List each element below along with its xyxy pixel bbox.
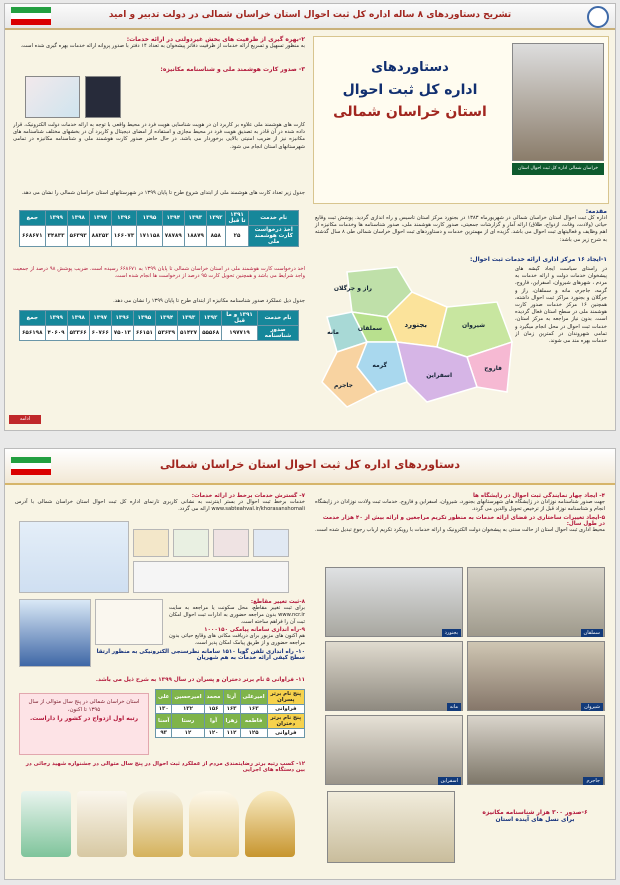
- office-photo-1: [467, 567, 605, 637]
- map-label-raz: راز و جرگلان: [333, 285, 372, 292]
- certificate-table-header: [20, 311, 299, 326]
- item2-text: به منظور تسهیل و تسریع ارائه خدمات از ظرفیت دفاتر پیشخوان به تعداد ۱۴ دفتر با صدور پروانه ارائه خدمات بهره گیری شده است.: [20, 43, 305, 49]
- t1-cell-0: ۲۵: [225, 226, 249, 247]
- continue-button[interactable]: ادامه: [9, 415, 41, 424]
- marriage-rank-text: استان خراسان شمالی در پنج سال متوالی از سال ۱۳۹۵ تا اکنون،: [28, 699, 140, 713]
- item1-text: در راستای سیاست ایجاد گیشه های پیشخوان خدمات دولت و ارائه خدمات به مردم ، شهرهای شیروان، اسفراین، فاروج، گرمه، جاجرم، مانه و سملقان، راز و جرگلان و بجنورد مراکز ثبت احوال داشته، همچنین ۱۶ مرکز خدمات صدور کارت هوشمند ملی در سطح استان فعال گردیده است. بدون نیاز مراجعه به مرکز استان، خدمات ثبت احوال در محل انجام میگیرد و تمامی شهروندان در کمترین زمان از خدمات بهره مند می شوند.: [515, 266, 607, 345]
- map-label-faruj: فاروج: [484, 365, 502, 372]
- t2-header-3: ۱۳۹۳: [177, 311, 199, 326]
- boy-name-4: امیرحسین: [172, 690, 204, 705]
- s4-heading: ۴- ایجاد چهار نمایندگی ثبت احوال در زایشگاه ها: [472, 493, 605, 499]
- t1-cell-3: ۷۸۷۸۹: [162, 226, 184, 247]
- award-trophy-1: [133, 791, 183, 857]
- t2-cell-6: ۶۰۷۶۶: [89, 326, 111, 341]
- cover-title-line-1: دستاوردهای: [371, 60, 449, 75]
- girl-name-1: فاطمه: [240, 714, 267, 729]
- girl-count-1: ۱۲۵: [240, 729, 267, 738]
- boy-name-1: امیرعلی: [240, 690, 267, 705]
- photo-caption-3: شیروان: [581, 703, 603, 711]
- service-card-3: [213, 529, 249, 557]
- t1-cell-1: ۸۵۸: [206, 226, 225, 247]
- page1-header: [5, 4, 615, 30]
- boy-count-4: ۱۳۲: [172, 705, 204, 714]
- s10-heading: ۱۰- راه اندازی تلفن گویا ۱۵۱۰ سامانه نظرسنجی الکترونیکی به منظور ارتقا سطح کیفی ارائه خدمات به هم شهریان: [96, 649, 305, 661]
- boy-count-3: ۱۵۶: [204, 705, 223, 714]
- office-photo-3: [467, 641, 605, 711]
- s4-text: جهت صدور شناسنامه نوزادان در زایشگاه های شهرستانهای بجنورد، شیروان، اسفراین و فاروج. خدمات ثبت ولادت نوزادان در زایشگاه انجام و شناسنامه نوزاد قبل از ترخیص تحویل والدین می گردد.: [315, 499, 605, 513]
- iran-flag-icon: [11, 7, 51, 25]
- s9-text: هم اکنون های مزبور برای دریافت مکانی های وقایع حیاتی بدون مراجعه حضوری و از طریق پیامک امکان پذیر است.: [169, 632, 305, 646]
- t1-row-label: اخذ درخواست کارت هوشمند ملی: [249, 226, 299, 247]
- s12-heading: ۱۲- کسب رتبه برتر رضایتمندی مردم از عملکرد ثبت احوال در پنج سال متوالی در جشنواره شهید رجائی در بین دستگاه های اجرایی: [25, 761, 305, 773]
- certificate-samples-image: [327, 791, 455, 863]
- leader-portrait-image: [512, 43, 604, 161]
- boys-count-row: [156, 705, 305, 714]
- cover-panel: [313, 36, 609, 204]
- t2-cell-1: ۵۵۵۶۸: [200, 326, 222, 341]
- intro-section: [315, 208, 607, 244]
- service-card-2: [173, 529, 209, 557]
- map-label-esfarayen: اسفراین: [426, 372, 452, 379]
- s4-section: [315, 493, 605, 535]
- t1-header-9: ۱۳۹۹: [45, 211, 67, 226]
- t1-cell-8: ۳۴۸۳۳: [45, 226, 67, 247]
- mobile-sms-image: [19, 599, 91, 667]
- registration-emblem-icon: [587, 6, 609, 28]
- s6-heading: ۶-صدور ۳۰۰ هزار شناسنامه مکانیزه: [482, 809, 588, 816]
- t1-header-5: ۱۳۹۵: [137, 211, 163, 226]
- birth-certificate-image: [85, 76, 121, 118]
- t2-row-label: صدور شناسنامه: [257, 326, 298, 341]
- certificate-table: [19, 310, 299, 341]
- t2-header-8: ۱۳۹۸: [67, 311, 89, 326]
- photo-caption-2: بجنورد: [442, 629, 461, 637]
- service-icons-strip: [133, 561, 289, 593]
- s11-heading: ۱۱- فراوانی ۵ نام برتر دختران و پسران در سال ۱۳۹۹ به شرح ذیل می باشد.: [95, 677, 305, 683]
- t2-header-5: ۱۳۹۵: [133, 311, 155, 326]
- girls-count-label: فراوانی: [267, 729, 304, 738]
- t1-header-3: ۱۳۹۳: [184, 211, 206, 226]
- t2-header-0: نام خدمت: [257, 311, 298, 326]
- marriage-rank-box: [19, 693, 149, 755]
- map-label-garmeh: گرمه: [372, 362, 387, 369]
- item3-heading: ۳- صدور کارت هوشمند ملی و شناسنامه مکانیزه:: [160, 66, 305, 73]
- intro-text: اداره کل ثبت احوال استان خراسان شمالی در شهریورماه ۱۳۸۳ در بجنورد مرکز استان تاسیس و راه اندازی گردید. پوشش ثبت وقایع حیاتی (ولادت، وفات، ازدواج، طلاق) ارائه آمار و گزارشات جمعیتی، صدور کارت هوشمند ملی، صدور شناسنامه ها وخدمات مکانیزه از اهم وظایف و فعالیتهای ثبت احوال می باشد. گزیده ای از مهمترین خدمات و دستاوردهای ثبت احوال خراسان شمالی طی ۸ سال گذشته به شرح زیر می باشد:: [315, 215, 607, 243]
- smart-card-table-row: [20, 226, 299, 247]
- page-1: [4, 3, 616, 431]
- item3-text: کارت های هوشمند ملی علاوه بر کاربرد آن در هویت شناسایی هویت فرد در محیط واقعی با توجه به ارائه خدمات دولت الکترونیک، قرار داده شده در آن قادر به تصدیق هویت فرد در محیط مجازی و استفاده از امضای دیجیتال و کاربرد آن در بخشهای مختلف شناسنامه های مکانیزه نیز از ضریب امنیتی بالایی برخوردار می باشد. در حال حاضر صدور کارت هوشمند ملی و شناسنامه مکانیزه در تمامی شهرستانهای استان انجام می شود.: [13, 122, 305, 150]
- smart-card-table: [19, 210, 299, 247]
- item1-heading: ۱-ایجاد ۱۶ مرکز اداری ارائه خدمات ثبت احوال:: [470, 256, 607, 263]
- t2-cell-4: ۶۶۱۵۱: [133, 326, 155, 341]
- north-khorasan-map: [317, 262, 517, 412]
- office-photo-5: [467, 715, 605, 785]
- cover-title-line-2: اداره کل ثبت احوال: [342, 82, 478, 98]
- boy-count-2: ۱۶۳: [223, 705, 240, 714]
- t2-header-7: ۱۳۹۷: [89, 311, 111, 326]
- t1-cell-2: ۱۸۸۷۹: [184, 226, 206, 247]
- t2-cell-7: ۵۲۳۶۶: [67, 326, 89, 341]
- boy-count-5: ۱۳۰: [156, 705, 172, 714]
- map-label-shirvan: شیروان: [462, 322, 485, 329]
- t2-cell-5: ۷۵۰۱۳: [111, 326, 133, 341]
- office-photo-6: [325, 715, 463, 785]
- boy-name-3: محمد: [204, 690, 223, 705]
- marriage-rank-highlight: رتبه اول ازدواج در کشور را داراست.: [29, 715, 139, 722]
- girl-count-4: ۱۲: [172, 729, 204, 738]
- t1-cell-4: ۱۷۱۱۵۸: [137, 226, 163, 247]
- item2-heading: ۲-بهره گیری از ظرفیت های بخش غیردولتی در ارائه خدمات:: [126, 36, 305, 43]
- boy-count-1: ۱۶۳: [240, 705, 267, 714]
- s8-text: برای ثبت تغییر مقاطع، محل سکونت یا مراجعه به سایت www.ncr.ir بدون مراجعه حضوری به ادارات ثبت احوال امکان ثبت آن را فراهم ساخته است.: [169, 605, 305, 626]
- s6-text: برای نسل های آینده استان: [495, 816, 575, 823]
- cover-title: [322, 57, 498, 123]
- table1-note: اخذ درخواست کارت هوشمند ملی در استان خراسان شمالی تا پایان ۱۳۹۹ به ۶۶۸۶۷۱ رسیده است. ضریب پوشش ۹۸ درصد از جمعیت واجد شرایط می باشد و همچنین تحویل کارت ۹۵ درصد از درخواست ها انجام شده است.: [13, 266, 305, 280]
- iran-flag-icon-2: [11, 457, 51, 475]
- page1-header-title: تشریح دستاوردهای ۸ ساله اداره کل ثبت احوال استان خراسان شمالی در دولت تدبیر و امید: [108, 10, 512, 20]
- intro-heading: مقدمه:: [585, 208, 607, 215]
- t2-header-9: ۱۳۹۹: [45, 311, 67, 326]
- item3-text2: جدول زیر تعداد کارت های هوشمند ملی از ابتدای شروع طرح تا پایان ۱۳۹۹ در شهرستانهای استان خراسان شمالی را نشان می دهد.: [21, 190, 305, 196]
- s8-section: [169, 599, 305, 647]
- phone-ivr-image: [95, 599, 163, 645]
- photo-caption-1: سملقان: [581, 629, 603, 637]
- t2-header-4: ۱۳۹۴: [155, 311, 177, 326]
- t2-header-1: ۱۳۹۱ و ما قبل: [222, 311, 258, 326]
- t2-header-10: جمع: [20, 311, 46, 326]
- t1-header-8: ۱۳۹۸: [67, 211, 89, 226]
- t2-cell-9: ۶۵۶۱۹۸: [20, 326, 46, 341]
- t1-header-0: نام خدمت: [249, 211, 299, 226]
- certificate-table-row: [20, 326, 299, 341]
- online-services-screenshot: [19, 521, 129, 593]
- boys-count-label: فراوانی: [267, 705, 304, 714]
- map-label-bojnurd: بجنورد: [404, 321, 427, 329]
- boys-label: پنج نام برتر پسران: [267, 690, 304, 705]
- office-photo-2: [325, 567, 463, 637]
- girls-names-row: [156, 714, 305, 729]
- t2-cell-0: ۱۹۷۷۱۹: [222, 326, 258, 341]
- leader-caption: خراسان شمالی اداره کل ثبت احوال استان: [512, 163, 604, 175]
- award-trophy-2: [189, 791, 239, 857]
- t2-cell-2: ۵۱۴۲۷: [177, 326, 199, 341]
- top-names-table: [155, 689, 305, 738]
- office-photo-4: [325, 641, 463, 711]
- girl-name-3: آوا: [204, 714, 223, 729]
- award-trophy-3: [245, 791, 295, 857]
- s8-heading: ۸-ثبت تغییر مقاطع:: [250, 599, 305, 605]
- girl-count-2: ۱۱۲: [223, 729, 240, 738]
- photo-caption-4: مانه: [447, 703, 461, 711]
- s7-section: [15, 493, 305, 513]
- t2-cell-8: ۴۰۶۰۹: [45, 326, 67, 341]
- boys-names-row: [156, 690, 305, 705]
- girl-name-5: آسنا: [156, 714, 172, 729]
- girl-name-2: زهرا: [223, 714, 240, 729]
- girl-count-3: ۱۲۰: [204, 729, 223, 738]
- boy-name-2: آرتا: [223, 690, 240, 705]
- page2-header: [5, 449, 615, 485]
- photo-caption-6: اسفراین: [438, 777, 461, 785]
- girls-count-row: [156, 729, 305, 738]
- t1-cell-6: ۸۸۲۵۲: [89, 226, 111, 247]
- t1-header-7: ۱۳۹۷: [89, 211, 111, 226]
- service-card-1: [133, 529, 169, 557]
- t2-header-2: ۱۳۹۲: [200, 311, 222, 326]
- smart-card-image: [25, 76, 80, 118]
- t1-header-10: جمع: [20, 211, 46, 226]
- girl-name-4: رستا: [172, 714, 204, 729]
- map-label-samalqan: سملقان: [357, 325, 382, 332]
- s5-heading: ۵-ایجاد تغییرات ساختاری در فضای ارائه خدمات به منظور تکریم مراجعین و ارائه بیش از ۴۰ هزار خدمت در طول سال:: [322, 515, 605, 528]
- award-plaque-1: [21, 791, 71, 857]
- s7-heading: ۷- گسترش خدمات برخط در ارائه خدمات:: [191, 493, 305, 499]
- s5-text: محیط اداری ثبت احوال استان از حالت سنتی به پیشخوان دولت الکترونیک و ارائه خدمات با رویکرد تکریم ارباب رجوع تبدیل شده است.: [315, 527, 605, 534]
- table2-intro: جدول ذیل عملکرد صدور شناسنامه مکانیزه از ابتدای طرح تا پایان ۱۳۹۹ را نشان می دهد.: [113, 298, 305, 304]
- cover-title-line-3: استان خراسان شمالی: [333, 104, 487, 120]
- t1-cell-5: ۱۶۶۰۷۳: [111, 226, 137, 247]
- t1-header-1: ۱۳۹۱ تا قبل: [225, 211, 249, 226]
- item2-section: [13, 36, 305, 50]
- s7-text: خدمات برخط ثبت احوال در بستر اینترنت به نشانی کاربری تارنمای اداره کل ثبت احوال استان خراسان شمالی با آدرس www.sabteahval.ir/khorasanshomali ارائه می گردد.: [15, 499, 305, 513]
- t1-header-2: ۱۳۹۲: [206, 211, 225, 226]
- boy-name-5: علی: [156, 690, 172, 705]
- s9-heading: ۹-راه اندازی سامانه پیامکی ۱۰۰۰۱۵۰: [204, 626, 305, 633]
- map-label-jajarm: جاجرم: [333, 382, 353, 389]
- t1-cell-9: ۶۶۸۶۷۱: [20, 226, 46, 247]
- smart-card-table-header: [20, 211, 299, 226]
- s6-section: [465, 809, 605, 823]
- map-label-maneh: مانه: [327, 329, 339, 336]
- t1-header-4: ۱۳۹۴: [162, 211, 184, 226]
- page2-header-title: دستاوردهای اداره کل ثبت احوال استان خراسان شمالی: [159, 458, 460, 471]
- girls-label: پنج نام برتر دختران: [267, 714, 304, 729]
- t1-header-6: ۱۳۹۶: [111, 211, 137, 226]
- award-plaque-2: [77, 791, 127, 857]
- girl-count-5: ۹۳: [156, 729, 172, 738]
- service-card-4: [253, 529, 289, 557]
- photo-caption-5: جاجرم: [583, 777, 603, 785]
- t2-header-6: ۱۳۹۶: [111, 311, 133, 326]
- t2-cell-3: ۵۳۶۳۹: [155, 326, 177, 341]
- t1-cell-7: ۵۶۳۹۳: [67, 226, 89, 247]
- page-2: [4, 448, 616, 880]
